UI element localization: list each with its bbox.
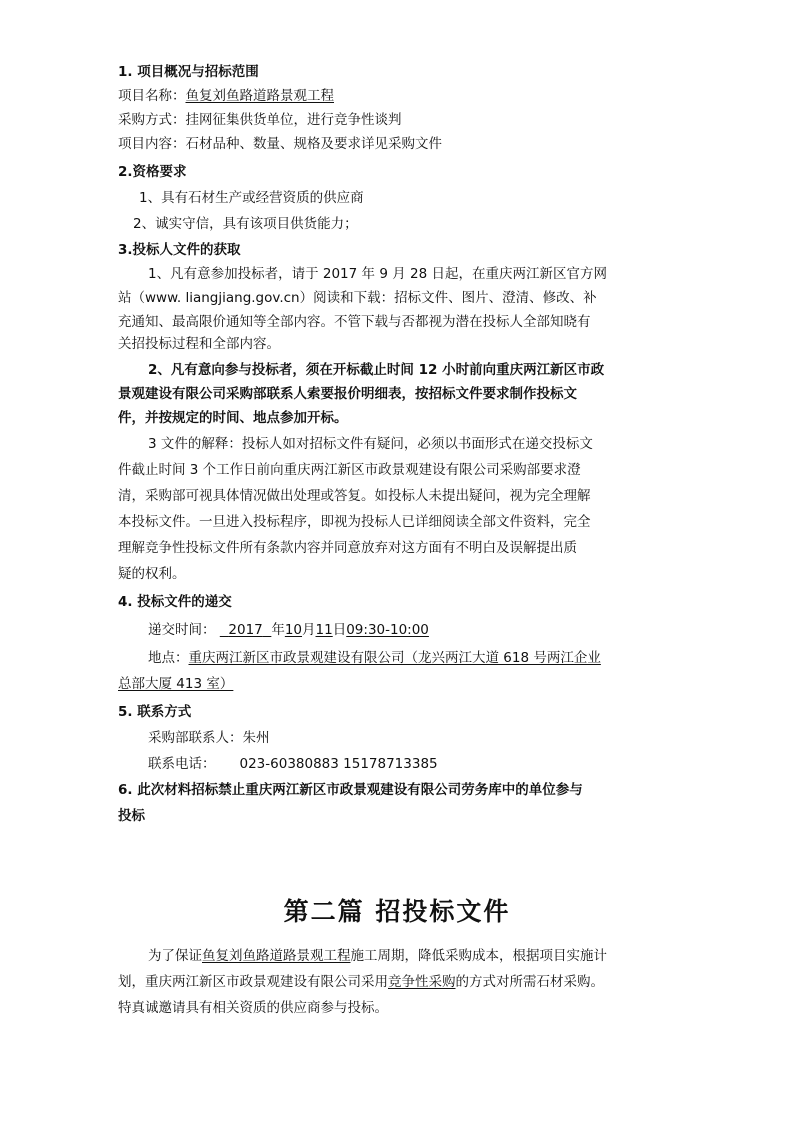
section5-heading: 5. 联系方式 (118, 704, 192, 720)
paragraph-line: 件，并按规定的时间、地点参加开标。 (118, 410, 348, 426)
year-unit: 年 (271, 622, 285, 638)
day-unit: 日 (332, 622, 347, 638)
section2-heading: 2.资格要求 (118, 164, 187, 180)
part2-line2 (118, 972, 604, 992)
project-content: 项目内容：石材品种、数量、规格及要求详见采购文件 (118, 136, 442, 152)
paragraph-line: 清，采购部可视具体情况做出处理或答复。如投标人未提出疑问，视为完全理解 (118, 488, 591, 504)
paragraph-line: 2、凡有意向参与投标者，须在开标截止时间 12 小时前向重庆两江新区市政 (148, 362, 605, 378)
submission-time (148, 620, 429, 640)
section1-heading: 1. 项目概况与招标范围 (118, 64, 259, 80)
section6-line1: 6. 此次材料招标禁止重庆两江新区市政景观建设有限公司劳务库中的单位参与 (118, 782, 583, 798)
procurement-method: 采购方式：挂网征集供货单位，进行竞争性谈判 (118, 112, 402, 128)
submission-day: 11 (315, 622, 333, 638)
paragraph-line: 1、凡有意参加投标者，请于 2017 年 9 月 28 日起，在重庆两江新区官方网 (148, 266, 607, 282)
submission-place-label: 地点： (148, 650, 189, 666)
submission-place (148, 648, 601, 668)
project-name-underlined: 鱼复刘鱼路道路景观工程 (202, 948, 351, 964)
section4-heading: 4. 投标文件的递交 (118, 594, 232, 610)
section6-line2: 投标 (118, 808, 145, 824)
part2-title: 第二篇 招投标文件 (283, 897, 511, 926)
submission-month: 10 (284, 622, 303, 638)
paragraph-line: 站（www. liangjiang.gov.cn）阅读和下载：招标文件、图片、澄清、修改、补 (118, 290, 597, 306)
paragraph-line: 景观建设有限公司采购部联系人索要报价明细表，按招标文件要求制作投标文 (118, 386, 577, 402)
part2-line3: 特真诚邀请具有相关资质的供应商参与投标。 (118, 1000, 388, 1016)
paragraph-line: 充通知、最高限价通知等全部内容。不管下载与否都视为潜在投标人全部知晓有 (118, 314, 591, 330)
paragraph-line: 件截止时间 3 个工作日前向重庆两江新区市政景观建设有限公司采购部要求澄 (118, 462, 581, 478)
text-run: 施工周期，降低采购成本，根据项目实施计 (350, 948, 607, 964)
paragraph-line: 疑的权利。 (118, 566, 186, 582)
qualification-item-1: 1、具有石材生产或经营资质的供应商 (139, 190, 364, 206)
section3-heading: 3.投标人文件的获取 (118, 242, 241, 258)
contact-person: 采购部联系人：朱州 (148, 730, 270, 746)
month-unit: 月 (302, 622, 316, 638)
part2-line1 (148, 946, 607, 966)
contact-phone-values: 023-60380883 15178713385 (239, 756, 438, 772)
submission-place-line2: 总部大厦 413 室） (118, 676, 234, 692)
paragraph-line: 关招投标过程和全部内容。 (118, 336, 280, 352)
qualification-item-2: 2、诚实守信，具有该项目供货能力； (133, 216, 358, 232)
submission-hours: 09:30-10:00 (346, 622, 429, 638)
text-run: 的方式对所需石材采购。 (455, 974, 604, 990)
project-name-label: 项目名称： (118, 88, 186, 104)
paragraph-line: 3 文件的解释：投标人如对招标文件有疑问，必须以书面形式在递交投标文 (148, 436, 593, 452)
method-underlined: 竞争性采购 (388, 974, 456, 990)
submission-time-label: 递交时间： (148, 622, 216, 638)
paragraph-line: 理解竞争性投标文件所有条款内容并同意放弃对这方面有不明白及误解提出质 (118, 540, 577, 556)
submission-place-line1: 重庆两江新区市政景观建设有限公司（龙兴两江大道 618 号两江企业 (188, 650, 601, 666)
text-run: 划，重庆两江新区市政景观建设有限公司采用 (118, 974, 388, 990)
text-run: 为了保证 (148, 948, 202, 964)
paragraph-line: 本投标文件。一旦进入投标程序，即视为投标人已详细阅读全部文件资料，完全 (118, 514, 591, 530)
project-name-value: 鱼复刘鱼路道路景观工程 (185, 88, 334, 104)
contact-phone-label: 联系电话： (148, 756, 216, 772)
project-name-line (118, 86, 334, 106)
contact-phone (148, 754, 438, 774)
submission-year: 2017 (228, 622, 263, 638)
